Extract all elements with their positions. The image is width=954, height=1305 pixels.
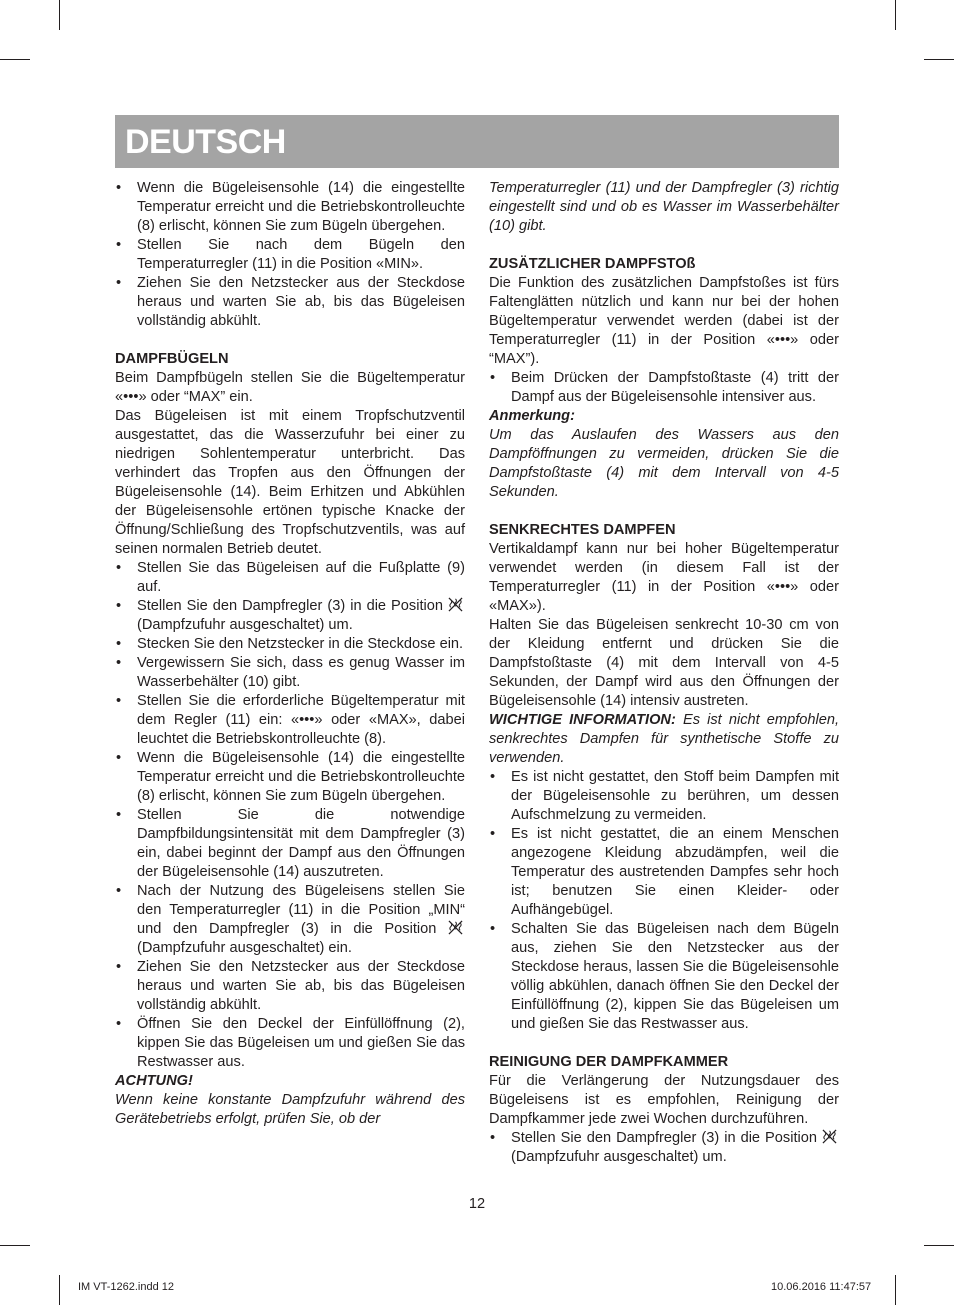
language-banner (115, 115, 839, 168)
list-item: • Öffnen Sie den Deckel der Einfüllöffnung (2), kippen Sie das Bügeleisen um und gießen Sie das Restwasser aus. (115, 1015, 465, 1072)
list-item: • Beim Drücken der Dampfstoßtaste (4) tritt der Dampf aus der Bügeleisensohle intensiver aus. (489, 369, 839, 407)
reinigung-list (489, 1129, 839, 1167)
section-heading-senkrechtes-dampfen: SENKRECHTES DAMPFEN (489, 522, 676, 538)
crop-mark (59, 0, 60, 30)
date-slug: 10.06.2016 11:47:57 (771, 1281, 872, 1293)
list-item: • Stecken Sie den Netzstecker in die Steckdose ein. (115, 635, 465, 654)
crop-mark (924, 59, 954, 60)
list-item: • Ziehen Sie den Netzstecker aus der Steckdose heraus und warten Sie ab, bis das Bügeleisen vollständig abkühlt. (115, 958, 465, 1015)
warning-label: ACHTUNG! (115, 1073, 193, 1089)
crop-mark (0, 59, 30, 60)
right-column (489, 179, 839, 1167)
paragraph: Beim Dampfbügeln stellen Sie die Bügeltemperatur «•••» oder “MAX” ein. (115, 370, 465, 405)
paragraph: Für die Verlängerung der Nutzungsdauer des Bügeleisens ist es empfohlen, Reinigung der Dampfkammer jede zwei Wochen durchzuführen. (489, 1073, 839, 1127)
paragraph: Die Funktion des zusätzlichen Dampfstoßes ist fürs Faltenglätten nützlich und kann nur bei der hohen Bügeltemperatur verwendet werden (dabei ist der Temperaturregler (11) in der Position «•••» oder “MAX”). (489, 275, 839, 367)
crop-mark (924, 1245, 954, 1246)
list-item: • Schalten Sie das Bügeleisen nach dem Bügeln aus, ziehen Sie den Netzstecker aus der Steckdose heraus, lassen Sie die Bügeleisensohle völlig abkühlen, danach öffnen Sie den Deckel der Einfüllöffnung (2), kippen Sie das Bügeleisen um und gießen Sie das Restwasser aus. (489, 920, 839, 1034)
list-item: • Vergewissern Sie sich, dass es genug Wasser im Wasserbehälter (10) gibt. (115, 654, 465, 692)
warning-text: Wenn keine konstante Dampfzufuhr während des Gerätebetriebs erfolgt, prüfen Sie, ob der (115, 1092, 465, 1127)
crop-mark (895, 0, 896, 30)
important-text: Es ist nicht empfohlen, senkrechtes Dampfen für synthetische Stoffe zu verwenden. (489, 712, 840, 766)
list-item: • Stellen Sie den Dampfregler (3) in die Position (Dampfzufuhr ausgeschaltet) um. (489, 1129, 839, 1167)
steps-list (115, 559, 465, 1072)
page-title: DEUTSCH (125, 123, 286, 161)
list-item: • Wenn die Bügeleisensohle (14) die eingestellte Temperatur erreicht und die Betriebskontrolleuchte (8) erlischt, können Sie zum Bügeln übergehen. (115, 749, 465, 806)
left-column (115, 179, 465, 1129)
intro-list (115, 179, 465, 331)
note-label: Anmerkung: (489, 408, 575, 424)
important-label: WICHTIGE INFORMATION: (489, 712, 676, 728)
crop-mark (0, 1245, 30, 1246)
section-heading-reinigung: REINIGUNG DER DAMPFKAMMER (489, 1054, 729, 1070)
list-item: • Stellen Sie den Dampfregler (3) in die Position (Dampfzufuhr ausgeschaltet) um. (115, 597, 465, 635)
list-item: • Stellen Sie die erforderliche Bügeltemperatur mit dem Regler (11) ein: «•••» oder «MAX», dabei leuchtet die Betriebskontrolleuchte (8). (115, 692, 465, 749)
steam-off-icon (822, 1129, 837, 1144)
steam-off-icon (448, 920, 463, 935)
important-info (489, 711, 839, 768)
list-item: • Ziehen Sie den Netzstecker aus der Steckdose heraus und warten Sie ab, bis das Bügeleisen vollständig abkühlt. (115, 274, 465, 331)
list-item: • Es ist nicht gestattet, die an einem Menschen angezogene Kleidung abzudämpfen, weil die Temperatur des austretenden Dampfes sehr hoch ist; benutzen Sie einen Kleider- oder Aufhängebügel. (489, 825, 839, 920)
page-number: 12 (468, 1196, 486, 1212)
list-item: • Es ist nicht gestattet, den Stoff beim Dampfen mit der Bügeleisensohle zu berühren, um dessen Aufschmelzung zu vermeiden. (489, 768, 839, 825)
dampfstoss-list (489, 369, 839, 407)
section-heading-dampfbuegeln: DAMPFBÜGELN (115, 351, 229, 367)
list-item: • Stellen Sie das Bügeleisen auf die Fußplatte (9) auf. (115, 559, 465, 597)
senkrecht-list (489, 768, 839, 1034)
crop-mark (895, 1275, 896, 1305)
paragraph: Vertikaldampf kann nur bei hoher Bügeltemperatur verwendet werden (in diesem Fall ist der Temperaturregler (11) in der Position «•••» oder «MAX»). (489, 541, 839, 614)
crop-mark (59, 1275, 60, 1305)
list-item: • Stellen Sie die notwendige Dampfbildungsintensität mit dem Dampfregler (3) ein, dabei beginnt der Dampf aus den Öffnungen der Bügeleisensohle (14) auszutreten. (115, 806, 465, 882)
list-item: • Stellen Sie nach dem Bügeln den Temperaturregler (11) in die Position «MIN». (115, 236, 465, 274)
section-heading-dampfstoss: ZUSÄTZLICHER DAMPFSTOß (489, 256, 696, 272)
steam-off-icon (448, 597, 463, 612)
list-item: • Wenn die Bügeleisensohle (14) die eingestellte Temperatur erreicht und die Betriebskontrolleuchte (8) erlischt, können Sie zum Bügeln übergehen. (115, 179, 465, 236)
list-item: • Nach der Nutzung des Bügeleisens stellen Sie den Temperaturregler (11) in die Position „MIN“ und den Dampfregler (3) in die Position (Dampfzufuhr ausgeschaltet) ein. (115, 882, 465, 958)
warning-text-continued: Temperaturregler (11) und der Dampfregler (3) richtig eingestellt sind und ob es Wasser im Wasserbehälter (10) gibt. (489, 180, 839, 234)
paragraph: Das Bügeleisen ist mit einem Tropfschutzventil ausgestattet, das die Wasserzufuhr bei einer zu niedrigen Sohlentemperatur unterbricht. Das verhindert das Tropfen aus den Öffnungen der Bügeleisensohle (14). Beim Erhitzen und Abkühlen der Bügeleisensohle ertönen typische Knacke der Öffnung/Schließung des Tropfschutzventils, was auf seinen normalen Betrieb deutet. (115, 408, 465, 557)
paragraph: Halten Sie das Bügeleisen senkrecht 10-30 cm von der Kleidung entfernt und drücken Sie die Dampfstoßtaste (4) mit dem Intervall von 4-5 Sekunden, der Dampf wird aus den Öffnungen der Bügeleisensohle (14) intensiv austreten. (489, 617, 839, 709)
note-text: Um das Auslaufen des Wassers aus den Dampföffnungen zu vermeiden, drücken Sie die Dampfstoßtaste (4) mit dem Intervall von 4-5 Sekunden. (489, 427, 839, 500)
file-slug: IM VT-1262.indd 12 (78, 1281, 175, 1293)
